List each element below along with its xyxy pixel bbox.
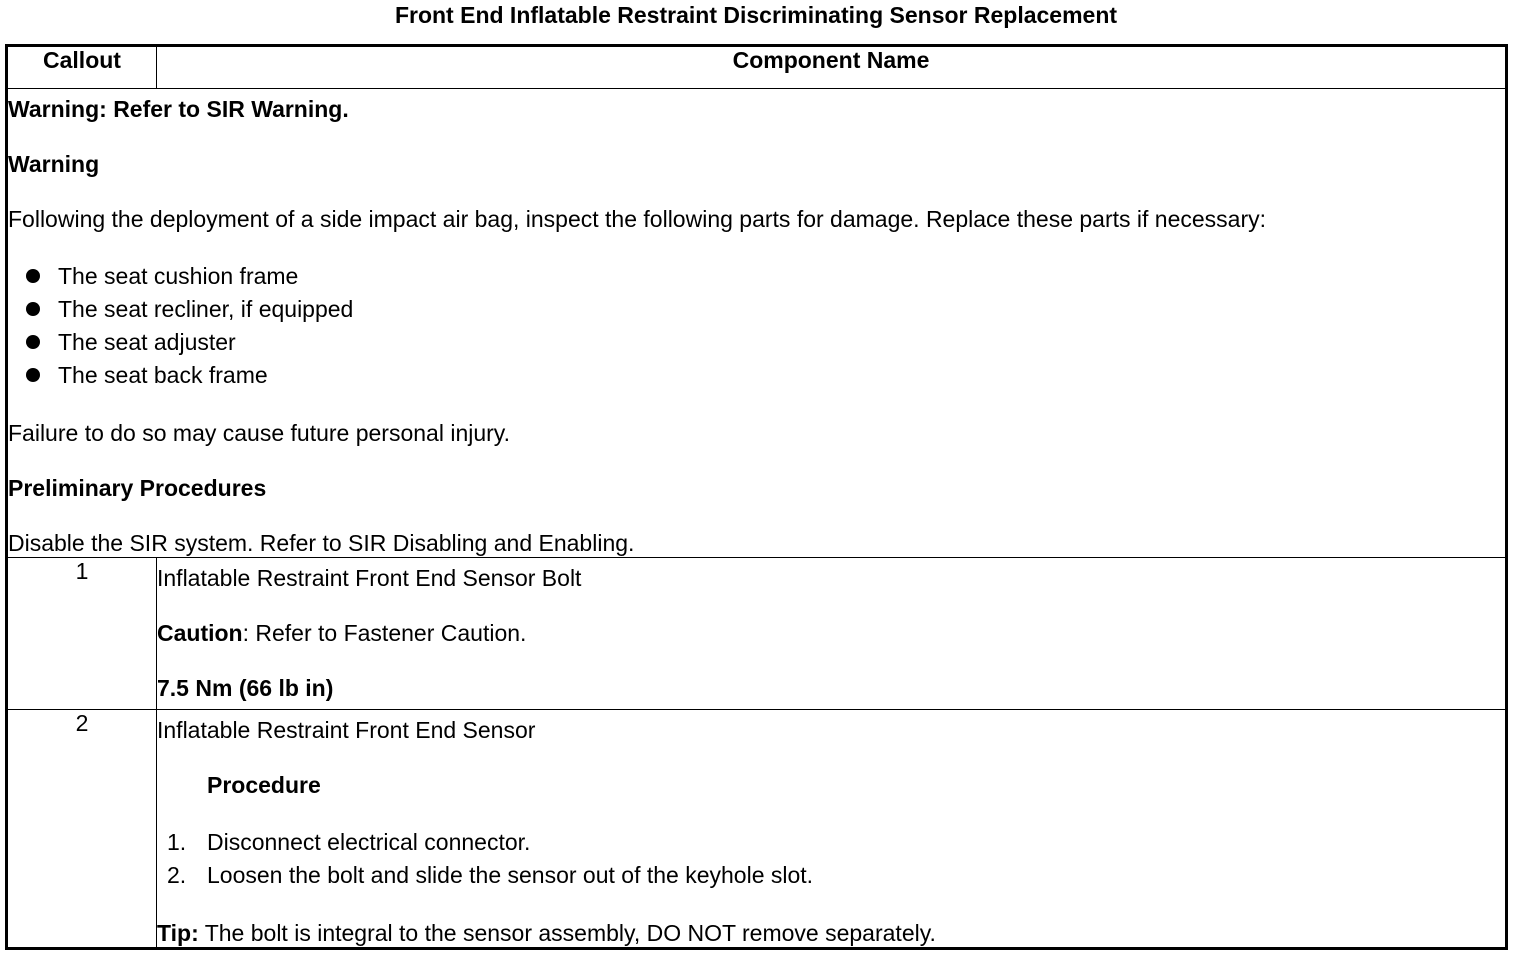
component-name: Inflatable Restraint Front End Sensor Bolt [157, 565, 582, 591]
step-number: 1. [167, 829, 187, 855]
caution-text: : Refer to Fastener Caution. [242, 620, 527, 646]
callout-number: 1 [7, 558, 157, 710]
component-cell [157, 710, 1507, 949]
list-item [157, 826, 1505, 859]
preliminary-procedures-text: Disable the SIR system. Refer to SIR Disabling and Enabling. [8, 530, 635, 556]
table-row [7, 710, 1507, 949]
list-item [157, 859, 1505, 892]
list-item: The seat cushion frame [8, 260, 1505, 293]
component-cell [157, 558, 1507, 710]
caution-note [157, 619, 1505, 647]
list-item: The seat adjuster [8, 326, 1505, 359]
procedure-heading: Procedure [207, 772, 321, 798]
warning-reference-label: Warning: [8, 96, 107, 122]
column-header-component-name: Component Name [157, 46, 1507, 89]
list-item: The seat back frame [8, 359, 1505, 392]
step-text: Loosen the bolt and slide the sensor out of the keyhole slot. [207, 862, 814, 888]
procedure-table [5, 44, 1508, 950]
tip-label: Tip: [157, 920, 199, 946]
list-item: The seat recliner, if equipped [8, 293, 1505, 326]
warning-consequence: Failure to do so may cause future personal injury. [8, 420, 510, 446]
step-number: 2. [167, 862, 187, 888]
table-row [7, 558, 1507, 710]
torque-spec: 7.5 Nm (66 lb in) [157, 675, 334, 701]
tip-note [157, 919, 1505, 947]
procedure-steps [157, 826, 1505, 892]
preliminary-procedures-heading: Preliminary Procedures [8, 475, 267, 501]
parts-list [8, 260, 1505, 392]
warning-reference [8, 95, 1505, 123]
component-name: Inflatable Restraint Front End Sensor [157, 717, 536, 743]
warning-reference-text: Refer to SIR Warning. [113, 96, 349, 122]
caution-label: Caution [157, 620, 243, 646]
page-title: Front End Inflatable Restraint Discriminating Sensor Replacement [394, 2, 1118, 28]
preliminary-cell [7, 89, 1507, 558]
callout-number: 2 [7, 710, 157, 949]
column-header-callout: Callout [7, 46, 157, 89]
warning-text: Following the deployment of a side impact air bag, inspect the following parts for damage. Replace these parts if necessary: [8, 206, 1267, 232]
preliminary-row [7, 89, 1507, 558]
step-text: Disconnect electrical connector. [207, 829, 531, 855]
warning-heading: Warning [8, 151, 100, 177]
table-header-row [7, 46, 1507, 89]
tip-text: The bolt is integral to the sensor assembly, DO NOT remove separately. [198, 920, 936, 946]
